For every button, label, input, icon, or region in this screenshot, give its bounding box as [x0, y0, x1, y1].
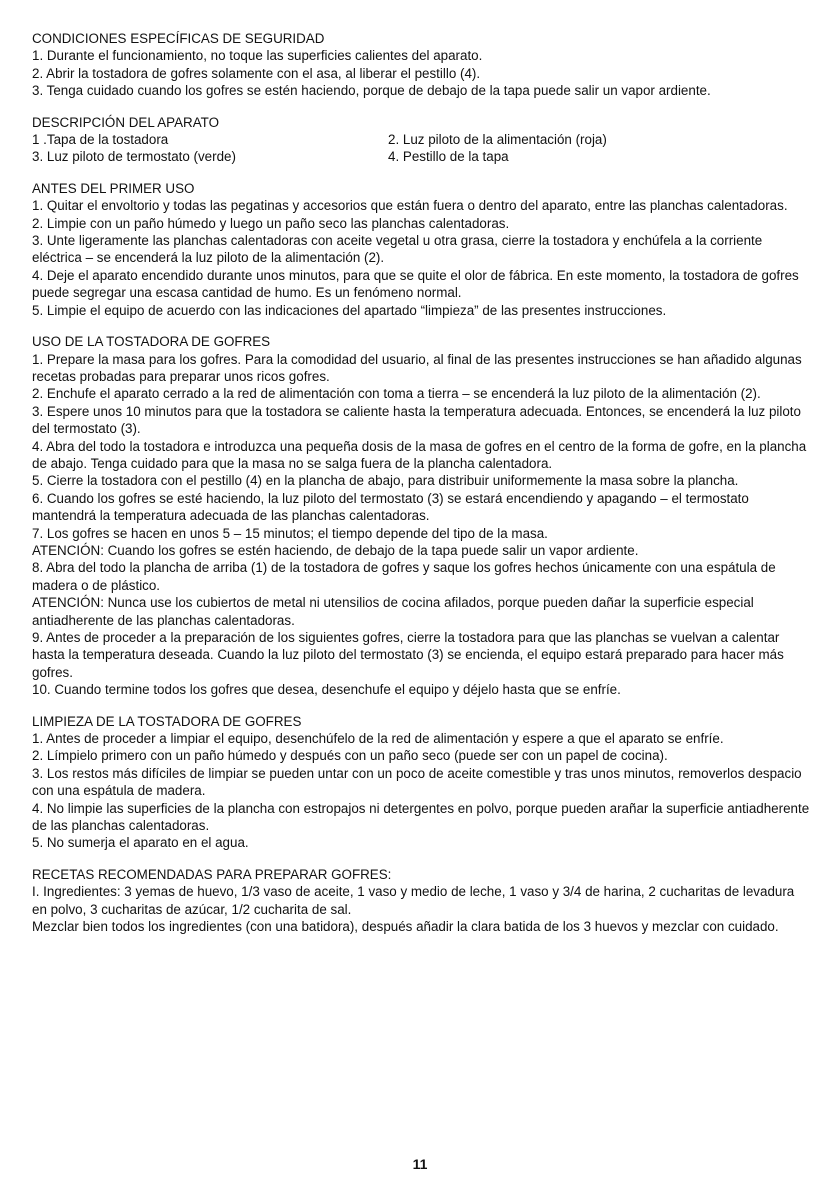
paragraph: 3. Los restos más difíciles de limpiar se pueden untar con un poco de aceite comestible y tras unos minutos, removerlos despacio con una espátula de madera.	[32, 765, 802, 799]
section-heading: ANTES DEL PRIMER USO	[32, 180, 195, 196]
paragraph: 2. Limpie con un paño húmedo y luego un paño seco las planchas calentadoras.	[32, 215, 510, 231]
section-recipes	[32, 866, 812, 936]
section-description	[32, 114, 812, 166]
section-cleaning	[32, 713, 812, 852]
paragraph: 1. Quitar el envoltorio y todas las pegatinas y accesorios que están fuera o dentro del aparato, entre las planchas calentadoras.	[32, 198, 788, 214]
section-first-use	[32, 180, 812, 319]
paragraph: 7. Los gofres se hacen en unos 5 – 15 minutos; el tiempo depende del tipo de la masa.	[32, 525, 548, 541]
paragraph: 5. No sumerja el aparato en el agua.	[32, 835, 249, 851]
part-item: 4. Pestillo de la tapa	[388, 149, 509, 165]
paragraph: 2. Límpielo primero con un paño húmedo y después con un paño seco (puede ser con un papel de cocina).	[32, 748, 668, 764]
paragraph: 1. Prepare la masa para los gofres. Para la comodidad del usuario, al final de las presentes instrucciones se han añadido algunas recetas probadas para preparar unos ricos gofres.	[32, 351, 802, 384]
paragraph: Mezclar bien todos los ingredientes (con una batidora), después añadir la clara batida de los 3 huevos y mezclar con cuidado.	[32, 919, 779, 935]
paragraph: 8. Abra del todo la plancha de arriba (1) de la tostadora de gofres y saque los gofres hechos únicamente con una espátula de madera o de plástico.	[32, 560, 776, 593]
warning-paragraph: ATENCIÓN: Nunca use los cubiertos de metal ni utensilios de cocina afilados, porque pueden dañar la superficie especial antiadherente de las planchas calentadoras.	[32, 595, 754, 628]
paragraph: 2. Abrir la tostadora de gofres solamente con el asa, al liberar el pestillo (4).	[32, 65, 481, 81]
paragraph: 4. No limpie las superficies de la plancha con estropajos ni detergentes en polvo, porque pueden arañar la superficie antiadherente de las planchas calentadoras.	[32, 800, 810, 834]
paragraph: 3. Espere unos 10 minutos para que la tostadora se caliente hasta la temperatura adecuada. Entonces, se encenderá la luz piloto del termostato (3).	[32, 403, 801, 437]
paragraph: 5. Cierre la tostadora con el pestillo (4) en la plancha de abajo, para distribuir uniformemente la masa sobre la plancha.	[32, 473, 739, 489]
section-heading: DESCRIPCIÓN DEL APARATO	[32, 114, 220, 130]
page-number: 11	[412, 1156, 428, 1172]
section-heading: USO DE LA TOSTADORA DE GOFRES	[32, 334, 271, 350]
paragraph: 5. Limpie el equipo de acuerdo con las indicaciones del apartado “limpieza” de las presentes instrucciones.	[32, 302, 667, 318]
paragraph: 1. Antes de proceder a limpiar el equipo, desenchúfelo de la red de alimentación y espere a que el aparato se enfríe.	[32, 731, 724, 747]
paragraph: 1. Durante el funcionamiento, no toque las superficies calientes del aparato.	[32, 48, 483, 64]
paragraph: 10. Cuando termine todos los gofres que desea, desenchufe el equipo y déjelo hasta que se enfríe.	[32, 682, 621, 698]
paragraph: 3. Unte ligeramente las planchas calentadoras con aceite vegetal u otra grasa, cierre la tostadora y enchúfela a la corriente eléctrica – se encenderá la luz piloto de la alimentación (2).	[32, 233, 763, 266]
paragraph: 6. Cuando los gofres se esté haciendo, la luz piloto del termostato (3) se estará encendiendo y apagando – el termostato mantendrá la temperatura adecuada de las planchas calentadoras.	[32, 490, 749, 524]
paragraph: 9. Antes de proceder a la preparación de los siguientes gofres, cierre la tostadora para que las planchas se vuelvan a calentar hasta la temperatura deseada. Cuando la luz piloto del termostato (3) se encienda, el equipo estará preparado para hacer más gofres.	[32, 630, 784, 680]
section-heading: RECETAS RECOMENDADAS PARA PREPARAR GOFRES:	[32, 866, 392, 882]
paragraph: 4. Deje el aparato encendido durante unos minutos, para que se quite el olor de fábrica. En este momento, la tostadora de gofres puede segregar una escasa cantidad de humo. Es un fenómeno normal.	[32, 267, 799, 301]
warning-paragraph: ATENCIÓN: Cuando los gofres se estén haciendo, de debajo de la tapa puede salir un vapor ardiente.	[32, 542, 639, 558]
paragraph: 3. Tenga cuidado cuando los gofres se estén haciendo, porque de debajo de la tapa puede salir un vapor ardiente.	[32, 83, 711, 99]
section-heading: LIMPIEZA DE LA TOSTADORA DE GOFRES	[32, 713, 302, 729]
part-item: 1 .Tapa de la tostadora	[32, 132, 169, 148]
paragraph: 2. Enchufe el aparato cerrado a la red de alimentación con toma a tierra – se encenderá la luz piloto de la alimentación (2).	[32, 386, 761, 402]
parts-grid	[32, 131, 812, 166]
paragraph: 4. Abra del todo la tostadora e introduzca una pequeña dosis de la masa de gofres en el centro de la forma de gofre, en la plancha de abajo. Tenga cuidado para que la masa no se salga fuera de la plancha calentadora.	[32, 438, 807, 471]
paragraph: I. Ingredientes: 3 yemas de huevo, 1/3 vaso de aceite, 1 vaso y medio de leche, 1 vaso y 3/4 de harina, 2 cucharitas de levadura en polvo, 3 cucharitas de azúcar, 1/2 cucharita de sal.	[32, 884, 795, 917]
section-heading: CONDICIONES ESPECÍFICAS DE SEGURIDAD	[32, 31, 325, 46]
part-item: 3. Luz piloto de termostato (verde)	[32, 149, 236, 165]
document-page	[32, 30, 812, 950]
section-safety	[32, 30, 812, 100]
section-usage	[32, 333, 812, 699]
part-item: 2. Luz piloto de la alimentación (roja)	[388, 132, 607, 148]
